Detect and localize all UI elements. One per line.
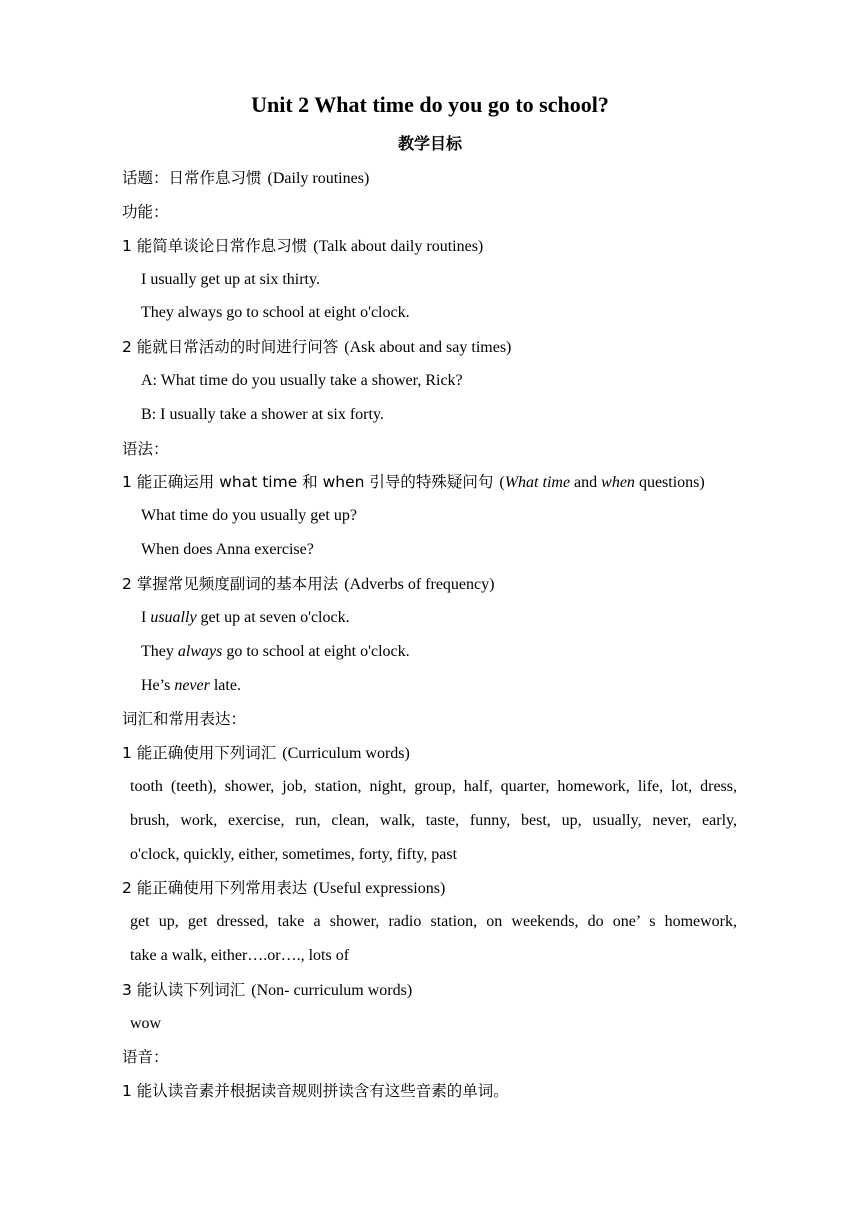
vocab-expressions-line-1: get up, get dressed, take a shower, radio station, on weekends, do one’ s homework, bbox=[130, 913, 737, 930]
grammar-example-2b-post: go to school at eight o'clock. bbox=[222, 643, 410, 660]
vocab-item-3-label: 3 能认读下列词汇 bbox=[122, 981, 246, 999]
grammar-example-1a: What time do you usually get up? bbox=[141, 507, 357, 524]
grammar-example-2b-pre: They bbox=[141, 643, 178, 660]
grammar-example-2b bbox=[141, 641, 410, 663]
topic-label: 话题：日常作息习惯 bbox=[122, 169, 262, 187]
vocab-item-2 bbox=[122, 877, 445, 900]
function-example-1a: I usually get up at six thirty. bbox=[141, 271, 320, 288]
vocab-words-line-1: tooth (teeth), shower, job, station, night, group, half, quarter, homework, life, lot, dress, bbox=[130, 778, 737, 795]
grammar-example-2b-em: always bbox=[177, 643, 223, 660]
page-title: Unit 2 What time do you go to school? bbox=[251, 92, 609, 117]
function-item-1-label: 1 能简单谈论日常作息习惯 bbox=[122, 237, 308, 255]
grammar-example-2a-em: usually bbox=[150, 609, 197, 626]
grammar-example-2c-em: never bbox=[174, 677, 210, 694]
grammar-item-1-paren-open: ( bbox=[499, 474, 505, 491]
function-item-1 bbox=[122, 235, 483, 258]
grammar-item-1-label: 1 能正确运用 what time 和 when 引导的特殊疑问句 bbox=[122, 473, 494, 491]
section-subtitle: 教学目标 bbox=[397, 134, 462, 153]
function-item-1-english: (Talk about daily routines) bbox=[313, 238, 484, 255]
vocab-noncurriculum-words: wow bbox=[130, 1015, 162, 1032]
vocab-expressions-line-2: take a walk, either….or…., lots of bbox=[130, 947, 350, 964]
grammar-example-2c-post: late. bbox=[209, 677, 241, 694]
topic-english: (Daily routines) bbox=[267, 170, 370, 187]
vocab-item-2-english: (Useful expressions) bbox=[313, 880, 446, 897]
function-item-2 bbox=[122, 336, 511, 359]
function-heading: 功能： bbox=[122, 203, 169, 221]
grammar-item-2-label: 2 掌握常见频度副词的基本用法 bbox=[122, 575, 339, 593]
grammar-example-2c bbox=[141, 675, 241, 697]
vocab-item-1 bbox=[122, 742, 410, 765]
grammar-item-1-questions: questions) bbox=[634, 474, 705, 491]
vocab-item-2-label: 2 能正确使用下列常用表达 bbox=[122, 879, 308, 897]
grammar-example-2c-pre: He’s bbox=[141, 677, 175, 694]
grammar-example-2a-post: get up at seven o'clock. bbox=[196, 609, 350, 626]
grammar-item-2-english: (Adverbs of frequency) bbox=[344, 576, 495, 593]
grammar-example-2a-pre: I bbox=[141, 609, 151, 626]
topic-line bbox=[122, 167, 369, 190]
function-example-2a: A: What time do you usually take a shower, Rick? bbox=[141, 372, 463, 389]
vocab-item-1-english: (Curriculum words) bbox=[282, 745, 410, 762]
grammar-item-1-and: and bbox=[570, 474, 602, 491]
vocab-item-1-label: 1 能正确使用下列词汇 bbox=[122, 744, 277, 762]
grammar-example-2a bbox=[141, 607, 350, 629]
vocab-item-3 bbox=[122, 979, 412, 1002]
function-item-2-label: 2 能就日常活动的时间进行问答 bbox=[122, 338, 339, 356]
grammar-example-1b: When does Anna exercise? bbox=[141, 541, 314, 558]
function-example-2b: B: I usually take a shower at six forty. bbox=[141, 406, 384, 423]
function-item-2-english: (Ask about and say times) bbox=[344, 339, 512, 356]
vocab-item-3-english: (Non- curriculum words) bbox=[251, 982, 413, 999]
vocab-words-line-3: o'clock, quickly, either, sometimes, forty, fifty, past bbox=[130, 846, 458, 863]
function-example-1b: They always go to school at eight o'clock. bbox=[141, 304, 410, 321]
vocab-heading: 词汇和常用表达： bbox=[122, 710, 247, 728]
grammar-item-1-em-when: when bbox=[601, 474, 635, 491]
pronunciation-heading: 语音： bbox=[122, 1048, 169, 1066]
grammar-heading: 语法： bbox=[122, 440, 169, 458]
vocab-words-line-2: brush, work, exercise, run, clean, walk, taste, funny, best, up, usually, never, early, bbox=[130, 812, 737, 829]
pronunciation-item-1: 1 能认读音素并根据读音规则拼读含有这些音素的单词。 bbox=[122, 1082, 509, 1100]
grammar-item-1-em-what-time: What time bbox=[504, 474, 571, 491]
grammar-item-1 bbox=[122, 471, 705, 494]
grammar-item-2 bbox=[122, 573, 494, 596]
